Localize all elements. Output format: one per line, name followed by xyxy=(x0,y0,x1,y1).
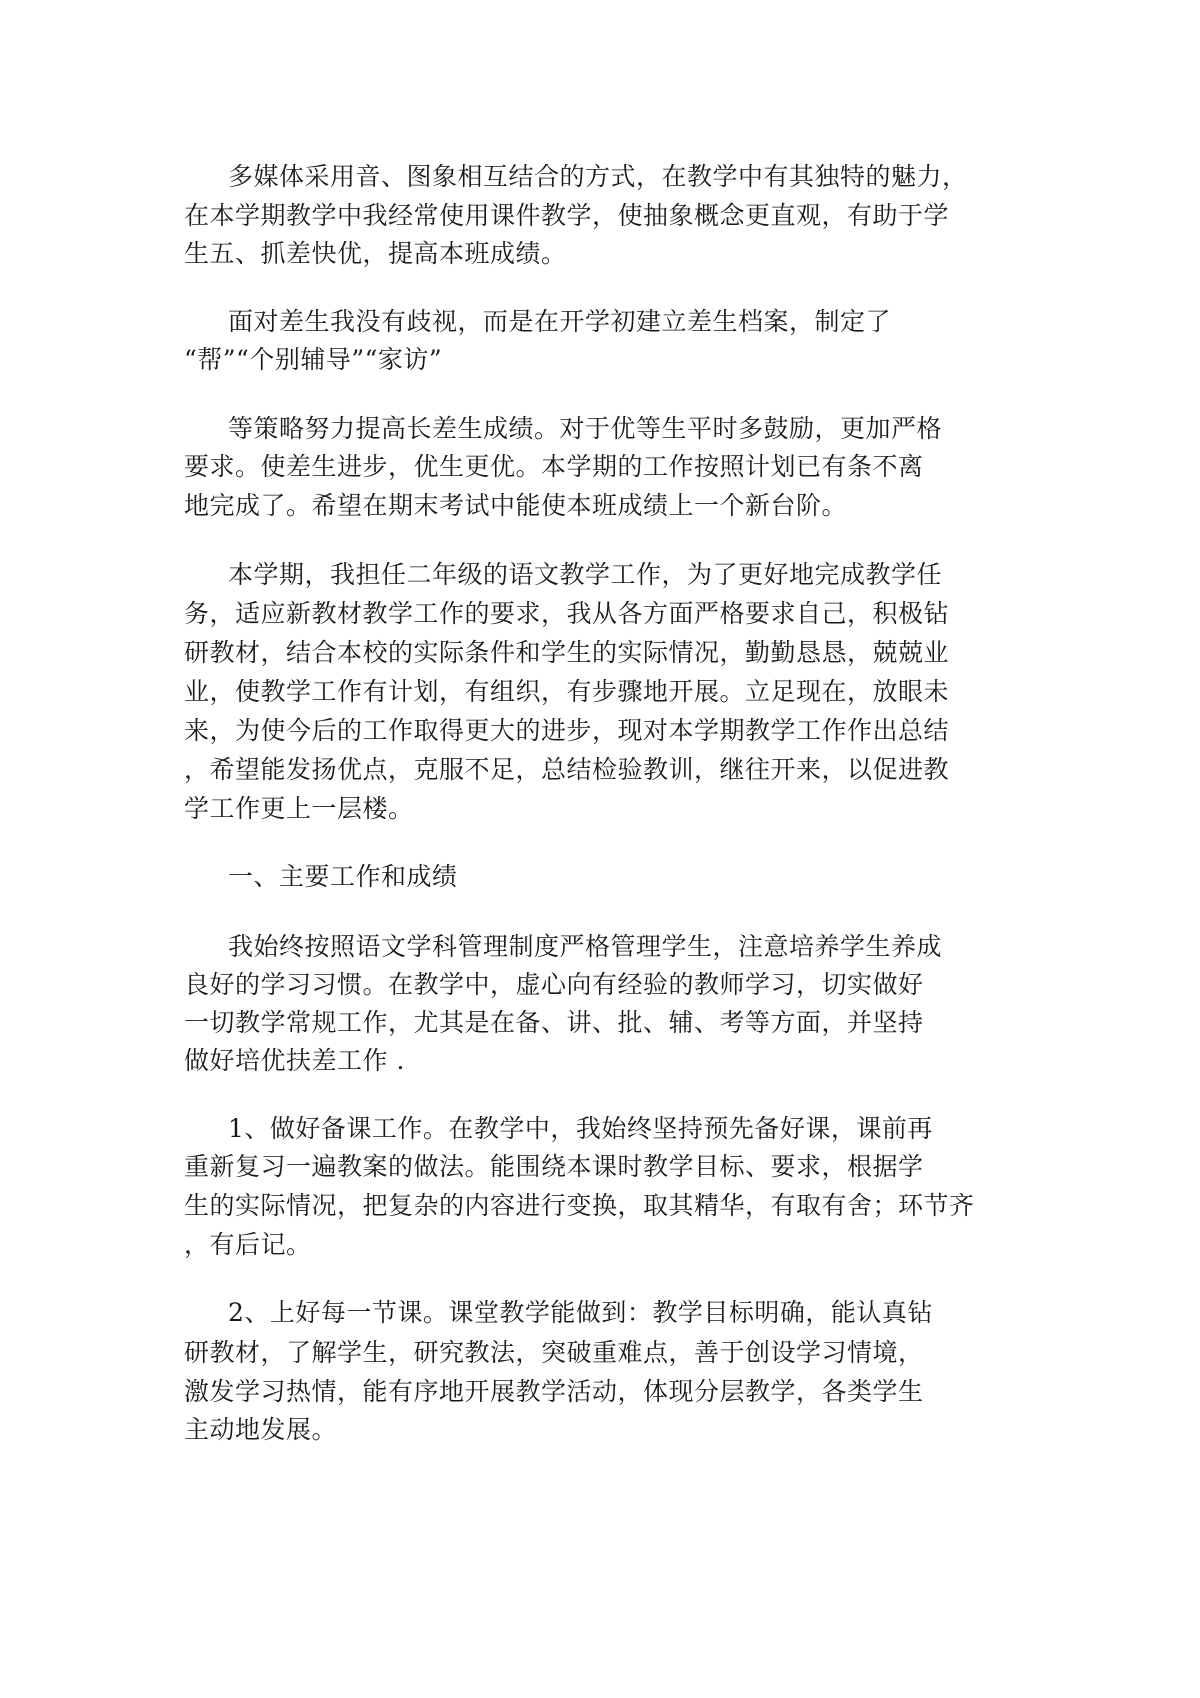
paragraph-6-line-4: 做好培优扶差工作 . xyxy=(184,1046,405,1075)
paragraph-4-line-3: 研教材，结合本校的实际条件和学生的实际情况，勤勤恳恳，兢兢业 xyxy=(184,638,950,667)
paragraph-6-line-1: 我始终按照语文学科管理制度严格管理学生，注意培养学生养成 xyxy=(228,932,943,961)
paragraph-8-line-3: 激发学习热情，能有序地开展教学活动，体现分层教学，各类学生 xyxy=(184,1377,924,1406)
paragraph-1-line-1: 多媒体采用音、图象相互结合的方式，在教学中有其独特的魅力， xyxy=(228,162,968,191)
paragraph-2-line-1: 面对差生我没有歧视，而是在开学初建立差生档案，制定了 xyxy=(228,307,892,336)
paragraph-6-line-2: 良好的学习习惯。在教学中，虚心向有经验的教师学习，切实做好 xyxy=(184,970,924,999)
paragraph-4-line-4: 业，使教学工作有计划，有组织，有步骤地开展。立足现在，放眼未 xyxy=(184,677,950,706)
paragraph-1-line-2: 在本学期教学中我经常使用课件教学，使抽象概念更直观，有助于学 xyxy=(184,201,950,230)
paragraph-7-line-3: 生的实际情况，把复杂的内容进行变换，取其精华，有取有舍；环节齐 xyxy=(184,1191,975,1220)
paragraph-4-line-2: 务，适应新教材教学工作的要求，我从各方面严格要求自己，积极钻 xyxy=(184,599,950,628)
paragraph-8-line-1: 2、上好每一节课。课堂教学能做到：教学目标明确，能认真钻 xyxy=(228,1298,933,1327)
paragraph-7-line-2: 重新复习一遍教案的做法。能围绕本课时教学目标、要求，根据学 xyxy=(184,1152,924,1181)
paragraph-8-line-4: 主动地发展。 xyxy=(184,1415,338,1444)
paragraph-4-line-1: 本学期，我担任二年级的语文教学工作，为了更好地完成教学任 xyxy=(228,560,943,589)
paragraph-2-line-2: “帮”“个别辅导”“家访” xyxy=(184,345,443,374)
paragraph-7-line-4: ，有后记。 xyxy=(184,1230,312,1259)
paragraph-4-line-7: 学工作更上一层楼。 xyxy=(184,794,414,823)
paragraph-4-line-5: 来，为使今后的工作取得更大的进步，现对本学期教学工作作出总结 xyxy=(184,716,950,745)
paragraph-3-line-3: 地完成了。希望在期末考试中能使本班成绩上一个新台阶。 xyxy=(184,491,848,520)
paragraph-7-line-1: 1、做好备课工作。在教学中，我始终坚持预先备好课，课前再 xyxy=(228,1114,933,1143)
section-heading: 一、主要工作和成绩 xyxy=(228,862,458,891)
paragraph-6-line-3: 一切教学常规工作，尤其是在备、讲、批、辅、考等方面，并坚持 xyxy=(184,1008,924,1037)
paragraph-8-line-2: 研教材，了解学生，研究教法，突破重难点，善于创设学习情境， xyxy=(184,1338,924,1367)
paragraph-3-line-1: 等策略努力提高长差生成绩。对于优等生平时多鼓励，更加严格 xyxy=(228,414,943,443)
paragraph-3-line-2: 要求。使差生进步，优生更优。本学期的工作按照计划已有条不离 xyxy=(184,452,924,481)
paragraph-1-line-3: 生五、抓差快优，提高本班成绩。 xyxy=(184,239,567,268)
paragraph-4-line-6: ，希望能发扬优点，克服不足，总结检验教训，继往开来，以促进教 xyxy=(184,755,950,784)
